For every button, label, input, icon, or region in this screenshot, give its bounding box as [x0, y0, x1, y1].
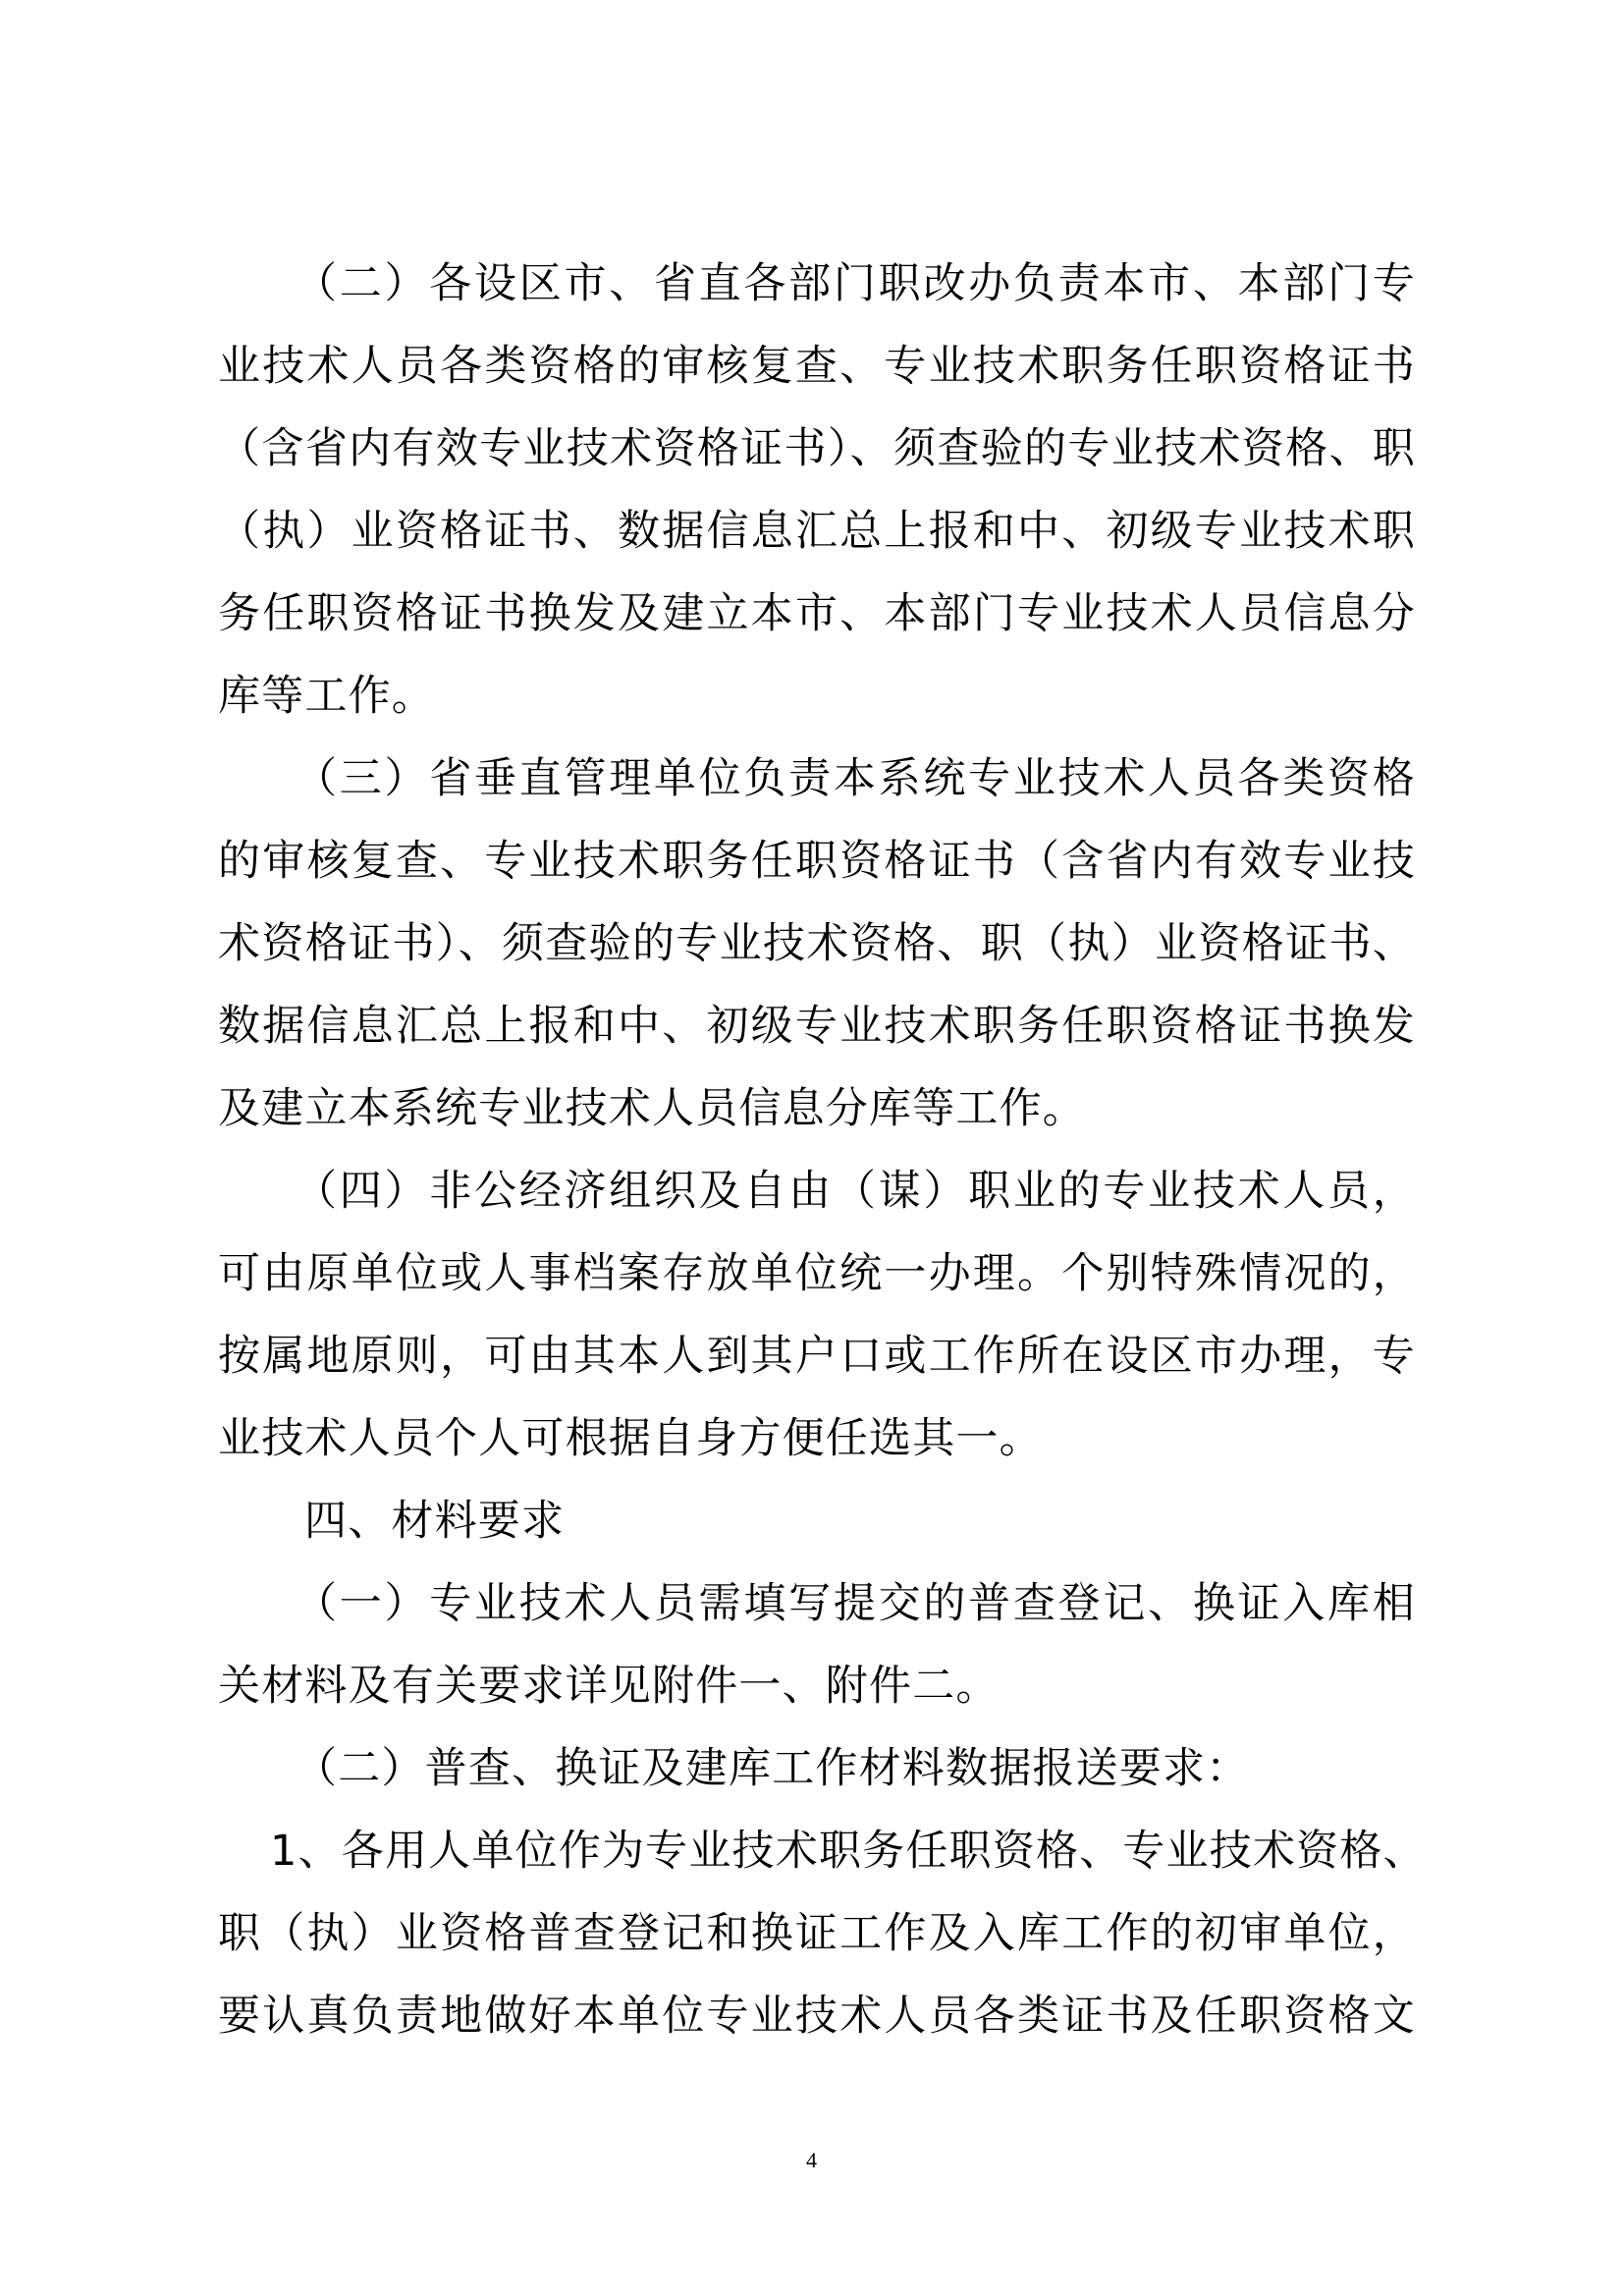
paragraph-7-line-3: 要认真负责地做好本单位专业技术人员各类证书及任职资格文 — [218, 1992, 1416, 2041]
paragraph-2-line-2: 业技术人员各类资格的审核复查、专业技术职务任职资格证书 — [218, 342, 1416, 391]
paragraph-3-line-1: （三）省垂直管理单位负责本系统专业技术人员各类资格 — [295, 754, 1416, 803]
paragraph-6-line-1: （二）普查、换证及建库工作材料数据报送要求： — [295, 1744, 1250, 1793]
attachment-reference: 详见附件一、附件二。 — [565, 1662, 1000, 1711]
paragraph-2-line-4: （执）业资格证书、数据信息汇总上报和中、初级专业技术职 — [218, 507, 1416, 556]
paragraph-2-line-3: （含省内有效专业技术资格证书）、须查验的专业技术资格、职 — [218, 424, 1416, 473]
paragraph-3-line-3: 术资格证书）、须查验的专业技术资格、职（执）业资格证书、 — [218, 919, 1416, 968]
paragraph-3-line-2: 的审核复查、专业技术职务任职资格证书（含省内有效专业技 — [218, 837, 1416, 886]
paragraph-4-line-3: 按属地原则，可由其本人到其户口或工作所在设区市办理，专 — [218, 1332, 1416, 1381]
paragraph-4-line-2: 可由原单位或人事档案存放单位统一办理。个别特殊情况的， — [218, 1249, 1416, 1298]
paragraph-5-line-1: （一）专业技术人员需填写提交的普查登记、换证入库相 — [295, 1579, 1416, 1628]
paragraph-7-line-1: 1、各用人单位作为专业技术职务任职资格、专业技术资格、 — [270, 1827, 1427, 1876]
section-heading: 四、材料要求 — [304, 1497, 566, 1546]
paragraph-7-line-2: 职（执）业资格普查登记和换证工作及入库工作的初审单位， — [218, 1909, 1416, 1958]
paragraph-2-line-6: 库等工作。 — [218, 672, 435, 721]
paragraph-5-line-2 — [218, 1645, 1416, 1727]
paragraph-3-line-4: 数据信息汇总上报和中、初级专业技术职务任职资格证书换发 — [218, 1002, 1416, 1051]
paragraph-4-line-1: （四）非公经济组织及自由（谋）职业的专业技术人员， — [295, 1167, 1416, 1216]
paragraph-5-text: 关材料及有关要求 — [218, 1662, 566, 1711]
paragraph-2-line-5: 务任职资格证书换发及建立本市、本部门专业技术人员信息分 — [218, 589, 1416, 638]
paragraph-3-line-5: 及建立本系统专业技术人员信息分库等工作。 — [218, 1084, 1086, 1133]
paragraph-4-line-4: 业技术人员个人可根据自身方便任选其一。 — [218, 1414, 1043, 1463]
paragraph-2-line-1: （二）各设区市、省直各部门职改办负责本市、本部门专 — [295, 259, 1416, 308]
page-number: 4 — [806, 2148, 817, 2172]
